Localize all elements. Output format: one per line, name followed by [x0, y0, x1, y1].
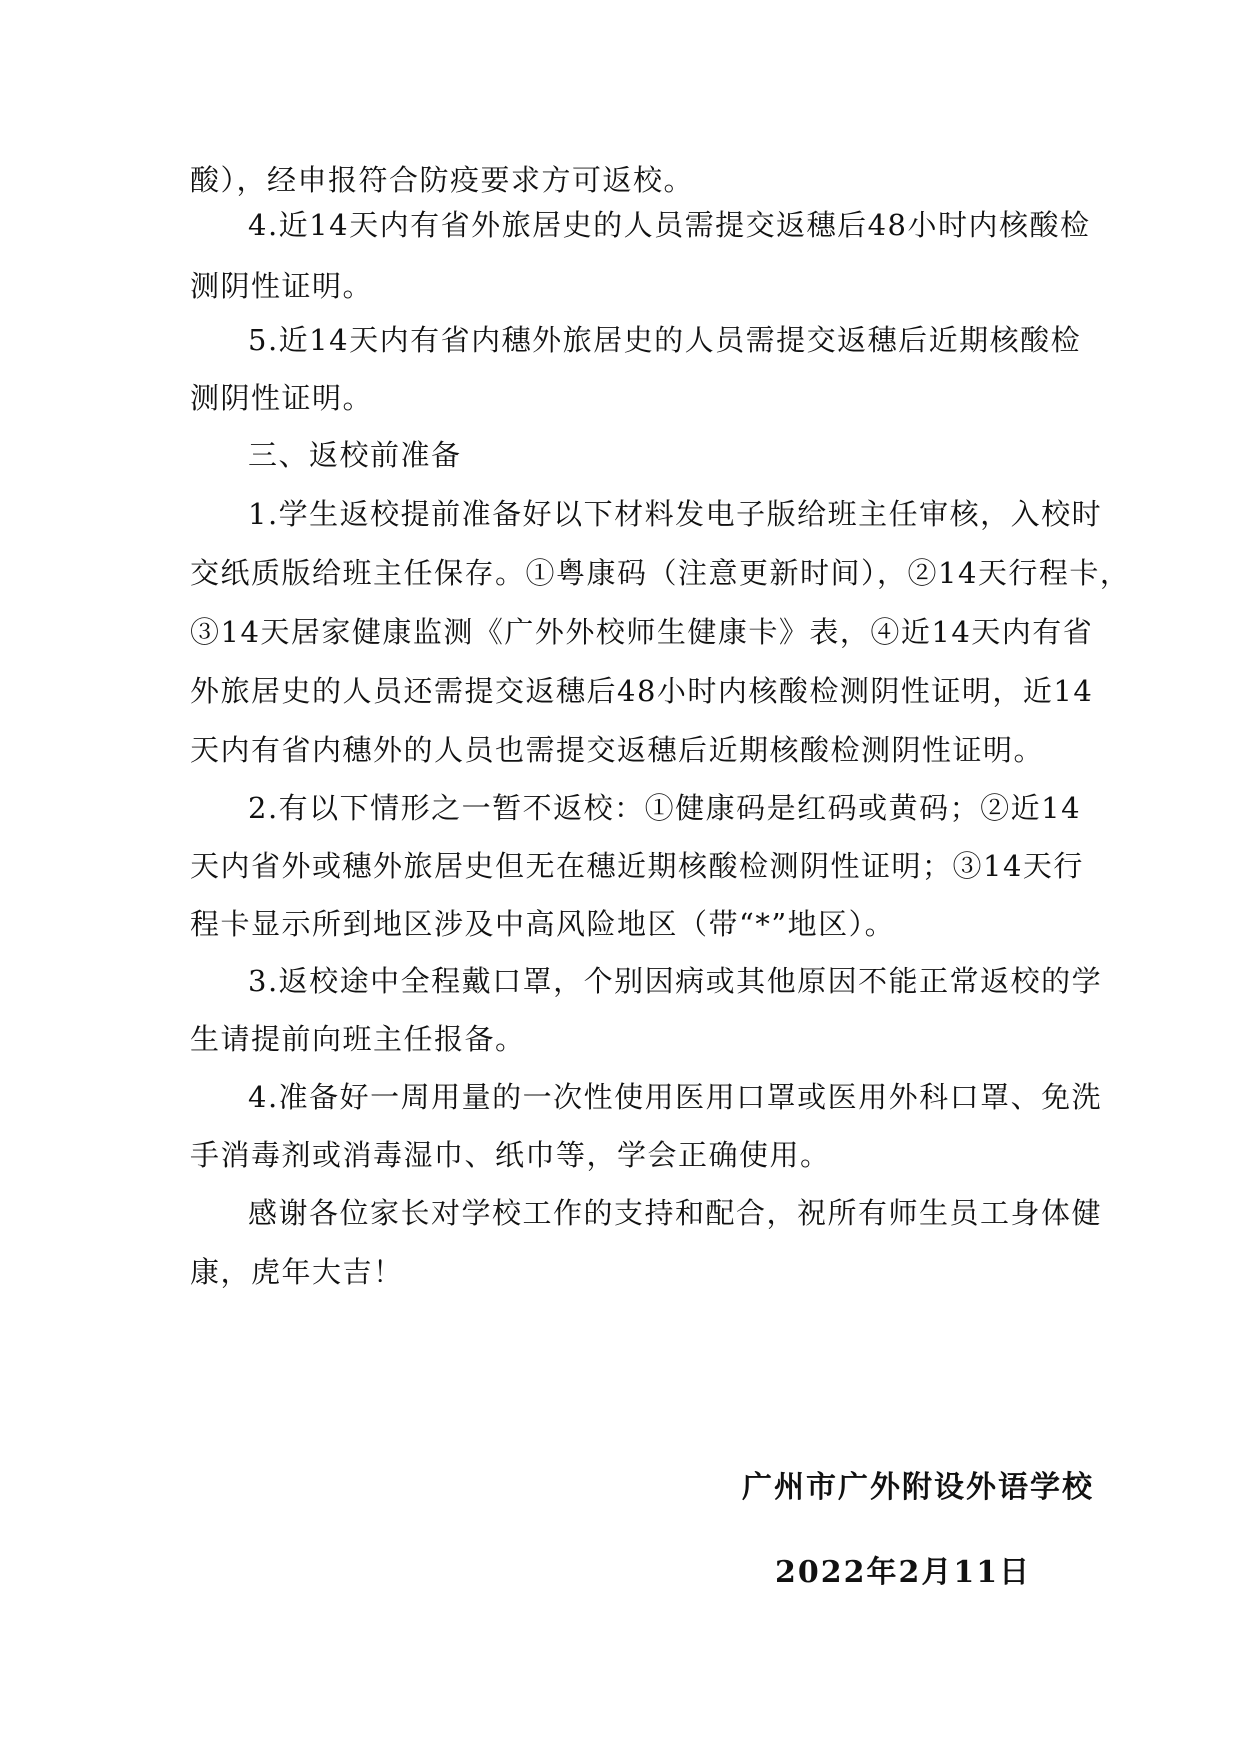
section-heading: 三、返校前准备	[248, 438, 462, 472]
paragraph-line: 1.学生返校提前准备好以下材料发电子版给班主任审核，入校时	[248, 497, 1103, 531]
signature-date: 2022年2月11日	[775, 1555, 1032, 1590]
paragraph-line: 感谢各位家长对学校工作的支持和配合，祝所有师生员工身体健	[248, 1196, 1103, 1230]
paragraph-line: 天内省外或穗外旅居史但无在穗近期核酸检测阴性证明；③14天行	[190, 849, 1084, 883]
paragraph-line: 程卡显示所到地区涉及中高风险地区（带“*”地区）。	[190, 907, 896, 941]
paragraph-line: ③14天居家健康监测《广外外校师生健康卡》表，④近14天内有省	[190, 615, 1094, 649]
paragraph-line: 4.近14天内有省外旅居史的人员需提交返穗后48小时内核酸检	[248, 208, 1091, 242]
paragraph-line: 测阴性证明。	[190, 381, 374, 415]
paragraph-line: 天内有省内穗外的人员也需提交返穗后近期核酸检测阴性证明。	[190, 733, 1045, 767]
paragraph-line: 生请提前向班主任报备。	[190, 1022, 526, 1056]
paragraph-line: 3.返校途中全程戴口罩，个别因病或其他原因不能正常返校的学	[248, 964, 1103, 998]
paragraph-line: 5.近14天内有省内穗外旅居史的人员需提交返穗后近期核酸检	[248, 323, 1082, 357]
paragraph-line: 外旅居史的人员还需提交返穗后48小时内核酸检测阴性证明，近14	[190, 674, 1094, 708]
paragraph-line: 4.准备好一周用量的一次性使用医用口罩或医用外科口罩、免洗	[248, 1080, 1103, 1114]
paragraph-line: 2.有以下情形之一暂不返校：①健康码是红码或黄码；②近14	[248, 791, 1082, 825]
signature-organization: 广州市广外附设外语学校	[742, 1470, 1094, 1505]
paragraph-line: 测阴性证明。	[190, 269, 374, 303]
paragraph-line: 酸），经申报符合防疫要求方可返校。	[190, 163, 695, 197]
paragraph-line: 交纸质版给班主任保存。①粤康码（注意更新时间），②14天行程卡，	[190, 556, 1131, 590]
paragraph-line: 康，虎年大吉！	[190, 1255, 404, 1289]
paragraph-line: 手消毒剂或消毒湿巾、纸巾等，学会正确使用。	[190, 1138, 831, 1172]
